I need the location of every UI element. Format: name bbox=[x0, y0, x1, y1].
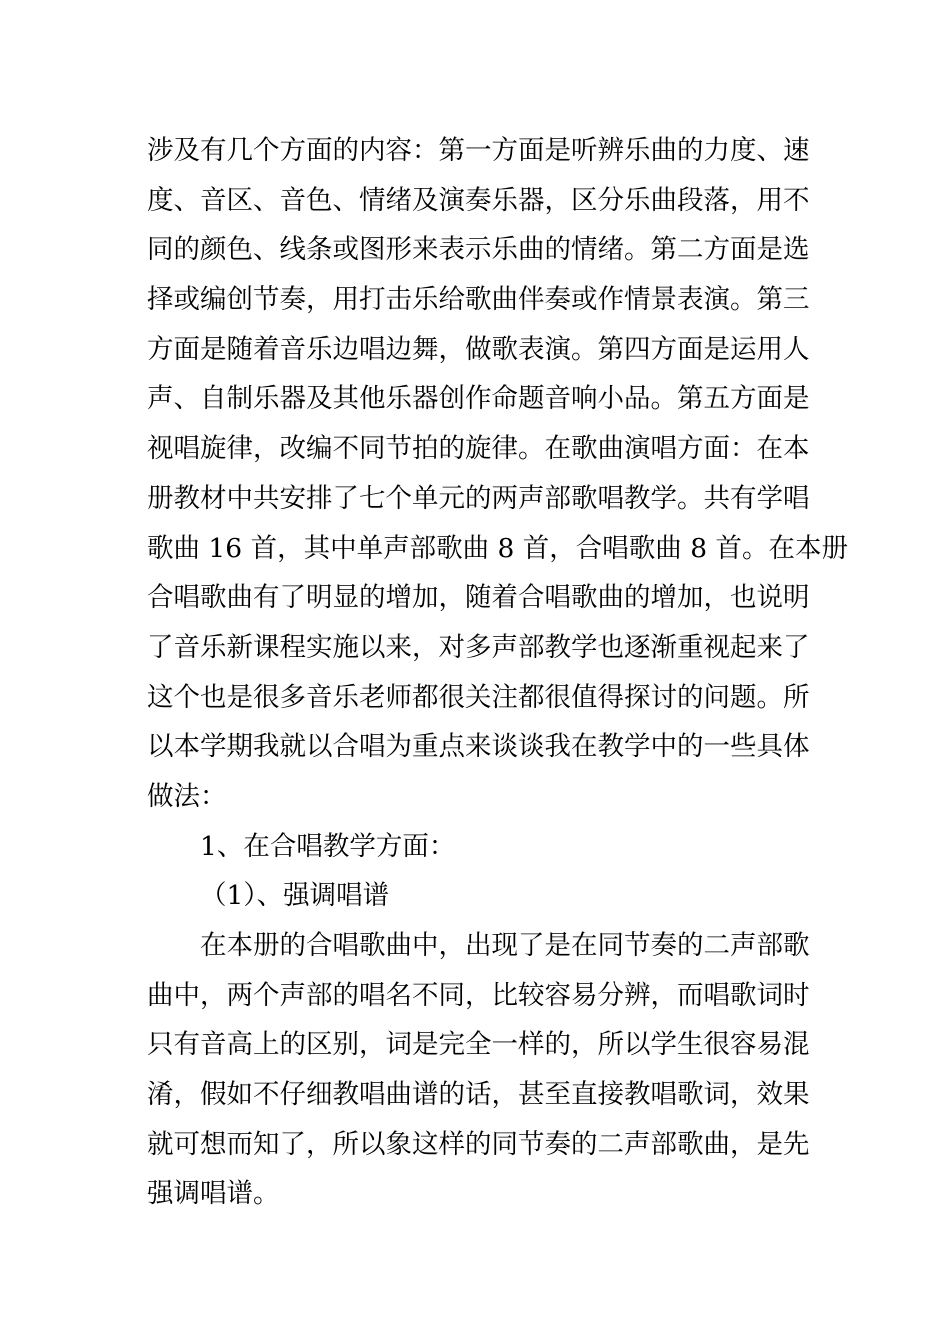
body-line: 强调唱谱。 bbox=[147, 1178, 280, 1210]
body-line: 在本册的合唱歌曲中，出现了是在同节奏的二声部歌 bbox=[200, 930, 810, 961]
body-line: 就可想而知了，所以象这样的同节奏的二声部歌曲，是先 bbox=[147, 1128, 810, 1160]
body-line: 做法： bbox=[147, 780, 227, 812]
body-line: 度、音区、音色、情绪及演奏乐器，区分乐曲段落，用不 bbox=[147, 184, 810, 216]
section-heading: 1、在合唱教学方面： bbox=[200, 830, 456, 862]
body-line: 了音乐新课程实施以来，对多声部教学也逐渐重视起来了 bbox=[147, 631, 810, 663]
body-line: 曲中，两个声部的唱名不同，比较容易分辨，而唱歌词时 bbox=[147, 979, 810, 1011]
body-line: 以本学期我就以合唱为重点来谈谈我在教学中的一些具体 bbox=[147, 731, 810, 763]
subsection-heading: （1）、强调唱谱 bbox=[200, 880, 390, 912]
body-line: 这个也是很多音乐老师都很关注都很值得探讨的问题。所 bbox=[147, 681, 810, 713]
body-line: 择或编创节奏，用打击乐给歌曲伴奏或作情景表演。第三 bbox=[147, 284, 810, 316]
body-line: 同的颜色、线条或图形来表示乐曲的情绪。第二方面是选 bbox=[147, 234, 810, 266]
body-line: 方面是随着音乐边唱边舞，做歌表演。第四方面是运用人 bbox=[147, 333, 810, 365]
body-line: 只有音高上的区别，词是完全一样的，所以学生很容易混 bbox=[147, 1029, 810, 1061]
body-line: 歌曲 16 首，其中单声部歌曲 8 首，合唱歌曲 8 首。在本册 bbox=[147, 532, 848, 564]
body-line: 涉及有几个方面的内容：第一方面是听辨乐曲的力度、速 bbox=[147, 135, 810, 166]
document-body bbox=[147, 126, 848, 1219]
body-line: 合唱歌曲有了明显的增加，随着合唱歌曲的增加，也说明 bbox=[147, 582, 810, 614]
body-line: 册教材中共安排了七个单元的两声部歌唱教学。共有学唱 bbox=[147, 482, 810, 514]
body-line: 声、自制乐器及其他乐器创作命题音响小品。第五方面是 bbox=[147, 383, 810, 415]
body-line: 视唱旋律，改编不同节拍的旋律。在歌曲演唱方面：在本 bbox=[147, 433, 810, 465]
body-line: 淆，假如不仔细教唱曲谱的话，甚至直接教唱歌词，效果 bbox=[147, 1079, 810, 1111]
